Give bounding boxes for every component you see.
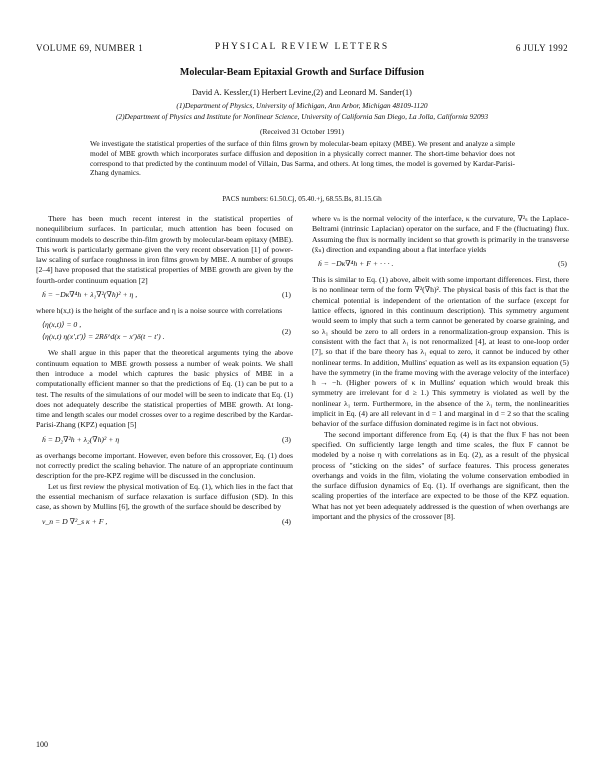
equation-2	[36, 319, 293, 345]
equation-number: (3)	[282, 434, 291, 444]
equation-number: (2)	[282, 327, 291, 337]
right-column	[312, 214, 569, 522]
running-head	[36, 43, 568, 55]
equation-body: ḣ = −Dκ∇⁴h + F + · · · .	[318, 259, 394, 269]
affiliation-1: (1)Department of Physics, University of Michigan, Ann Arbor, Michigan 48109-1120	[176, 101, 428, 110]
page-number: 100	[36, 740, 48, 749]
equation-number: (1)	[282, 290, 291, 300]
equation-body: ⟨η(x,t)⟩ = 0 ,	[42, 320, 82, 330]
article-title: Molecular-Beam Epitaxial Growth and Surface Diffusion	[179, 67, 425, 78]
equation-1	[36, 289, 293, 303]
received-date: (Received 31 October 1991)	[260, 127, 344, 136]
left-column	[36, 214, 293, 533]
paragraph: The second important difference from Eq. (4) is that the flux F has not been specified. On sufficiently large length and time scales, the flux F cannot be modeled by a noise η with correlations as in Eq. (2), as a result of the physical process of "sticking on the sides" of surface features. This process generates overhangs and voids in the film, violating the volume conservation embodied in the surface diffusion dynamics of Eq. (1). If overhangs are significant, then the scaling properties of the interface are expected to be those of the KPZ equation. What has not yet been adequately addressed is the question of when overhangs are important and the physics of the crossover [8].	[312, 429, 569, 522]
paragraph: This is similar to Eq. (1) above, albeit with some important differences. First, there is no nonlinear term of the form ∇²(∇h)². The physical basis of this fact is that the chemical potential is independent of the orientation of the surface (except for lattice effects, ignored in this continuum description). This symmetry argument would seem to imply that such a term cannot be generated by coarse graining, and so λ₁ should be zero to all orders in a renormalization-group expansion. This is consistent with the fact that λ₁ is not renormalized [4], at least to one-loop order [7], so that if the bare theory has λ₁ equal to zero, it cannot be induced by other nonlinear terms. In addition, Mullins' equation as well as its expansion equation (5) have the symmetry (in the frame moving with the average velocity of the interface) h → −h. (Higher powers of κ in Mullins' equation which would break this symmetry are irrelevant for d ≥ 1.) This symmetry is violated as well by the nonlinear λ₁ term. Furthermore, in the absence of the λ₁ term, the nonlinearities implicit in Eq. (4) are all relevant in d = 1 and marginal in d = 2 so that the scaling behavior of the surface diffusion dominated regime is in fact not obvious.	[312, 275, 569, 429]
paragraph: There has been much recent interest in the statistical properties of nonequilibrium surfaces. In particular, much attention has been focused on continuum models to describe thin-film growth by molecular-beam epitaxy (MBE). This work is particularly germane given the very recent observation [1] of power-law scaling of surface roughness in iron films grown by MBE. A number of groups [2–4] have proposed that the statistical properties of MBE growth are given by the fourth-order continuum equation [2]	[36, 214, 293, 285]
paragraph: where vₙ is the normal velocity of the interface, κ the curvature, ∇²ₛ the Laplace-Beltrami (intrinsic Laplacian) operator on the surface, and F the (fluctuating) flux. Assuming the flux is normally incident so that growth is primarily in the transverse (x̂ₙ) direction and expanding about a flat interface yields	[312, 214, 569, 254]
equation-3	[36, 434, 293, 448]
equation-5	[312, 258, 569, 272]
paragraph: Let us first review the physical motivation of Eq. (1), which lies in the fact that the essential mechanism of surface relaxation is surface diffusion (SD). In this case, as shown by Mullins [6], the growth of the surface should be described by	[36, 481, 293, 512]
journal-name: PHYSICAL REVIEW LETTERS	[214, 42, 390, 52]
paragraph: We shall argue in this paper that the theoretical arguments tying the above continuum equation to MBE growth possess a number of weak points. We shall then introduce a model which captures the basic physics of MBE in a computationally efficient manner so that the predictions of Eq. (1) can be put to a test. The results of the simulations of our model will be seen to indicate that Eq. (1) does not adequately describe the statistical properties of MBE growth. At long-time and length scales our model crosses over to a regime described by the Kardar-Parisi-Zhang (KPZ) equation [5]	[36, 348, 293, 430]
pacs-numbers: PACS numbers: 61.50.Cj, 05.40.+j, 68.55.Bs, 81.15.Gh	[222, 195, 382, 203]
abstract: We investigate the statistical properties of the surface of thin films grown by molecular-beam epitaxy (MBE). We present and analyze a simple model of MBE growth which incorporates surface diffusion and deposition in a physically correct manner. The short-time behavior does not correspond to that predicted by the continuum model of Villain, Das Sarma, and others. At long times, the model is governed by Kardar-Parisi-Zhang dynamics.	[90, 139, 515, 178]
equation-body: v_n = D ∇²_s κ + F ,	[42, 516, 108, 526]
equation-body: ⟨η(x,t) η(x′,t′)⟩ = 2Rδ^d(x − x′)δ(t − t′) .	[42, 332, 165, 342]
paragraph: where h(x,t) is the height of the surface and η is a noise source with correlations	[36, 306, 283, 316]
affiliation-2: (2)Department of Physics and Institute for Nonlinear Science, University of California San Diego, La Jolla, California 92093	[115, 112, 489, 121]
volume-number: VOLUME 69, NUMBER 1	[36, 43, 144, 53]
author-list: David A. Kessler,(1) Herbert Levine,(2) and Leonard M. Sander(1)	[192, 88, 412, 97]
issue-date: 6 JULY 1992	[515, 43, 568, 53]
paragraph: as overhangs become important. However, even before this crossover, Eq. (1) does not correctly predict the scaling behavior. The nature of an appropriate continuum description for the pre-KPZ regime will be discussed in the conclusion.	[36, 450, 293, 481]
equation-4	[36, 516, 293, 530]
equation-number: (5)	[558, 259, 567, 269]
equation-body: ḣ = D₂∇²h + λ₂(∇h)² + η	[42, 434, 120, 444]
equation-body: ḣ = −Dκ∇⁴h + λ₁∇²(∇h)² + η ,	[42, 290, 138, 300]
equation-number: (4)	[282, 516, 291, 526]
